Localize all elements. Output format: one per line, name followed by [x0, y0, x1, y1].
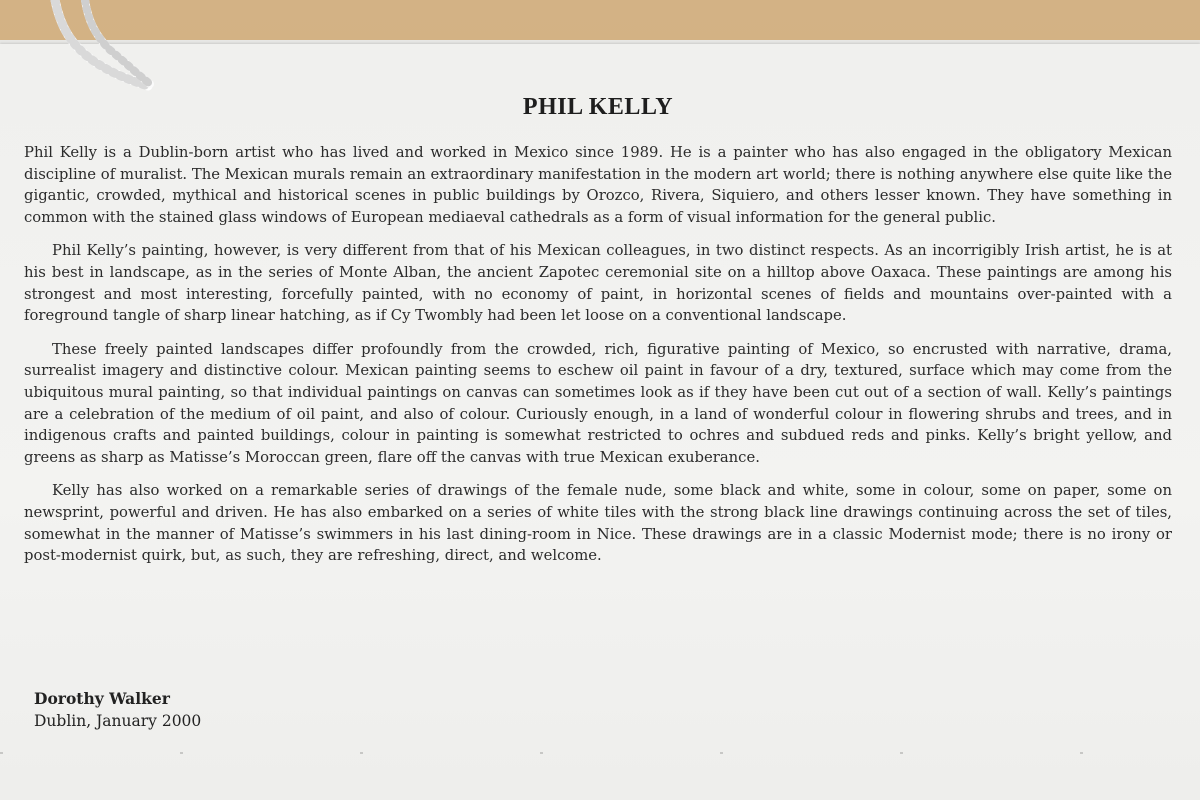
place-date: Dublin, January 2000 — [34, 712, 202, 730]
paper-edge-marks — [0, 752, 1200, 754]
document-title: PHIL KELLY — [522, 94, 674, 120]
hanging-string-icon — [0, 0, 170, 110]
paragraph-3: These freely painted landscapes differ profoundly from the crowded, rich, figurative painting of Mexico, so encrusted with narrative, drama, surrealist imagery and distinctive colour. Mexican painting seems to eschew oil paint in favour of a dry, textured, surface which may come from the ubiquitous mural painting, so that individual paintings on canvas can sometimes look as if they have been cut out of a section of wall. Kelly’s paintings are a celebration of the medium of oil paint, and also of colour. Curiously enough, in a land of wonderful colour in flowering shrubs and trees, and in indigenous crafts and painted buildings, colour in painting is somewhat restricted to ochres and subdued reds and pinks. Kelly’s bright yellow, and greens as sharp as Matisse’s Moroccan green, flare off the canvas with true Mexican exuberance. — [24, 340, 1172, 466]
paragraph-2: Phil Kelly’s painting, however, is very different from that of his Mexican colleagues, in two distinct respects. As an incorrigibly Irish artist, he is at his best in landscape, as in the series of Monte Alban, the ancient Zapotec ceremonial site on a hilltop above Oaxaca. These paintings are among his strongest and most interesting, forcefully painted, with no economy of paint, in horizontal scenes of fields and mountains over-painted with a foreground tangle of sharp linear hatching, as if Cy Twombly had been let loose on a conventional landscape. — [24, 242, 1172, 325]
author-name: Dorothy Walker — [34, 689, 170, 708]
document-body — [24, 92, 1172, 579]
paragraph-4: Kelly has also worked on a remarkable series of drawings of the female nude, some black and white, some in colour, some on paper, some on newsprint, powerful and driven. He has also embarked on a series of white tiles with the strong black line drawings continuing across the set of tiles, somewhat in the manner of Matisse’s swimmers in his last dining-room in Nice. These drawings are in a classic Modernist mode; there is no irony or post-modernist quirk, but, as such, they are refreshing, direct, and welcome. — [24, 482, 1172, 565]
signature-block — [34, 688, 201, 732]
paragraph-1: Phil Kelly is a Dublin-born artist who has lived and worked in Mexico since 1989. He is a painter who has also engaged in the obligatory Mexican discipline of muralist. The Mexican murals remain an extraordinary manifestation in the modern art world; there is nothing anywhere else quite like the gigantic, crowded, mythical and historical scenes in public buildings by Orozco, Rivera, Siquiero, and others lesser known. They have something in common with the stained glass windows of European mediaeval cathedrals as a form of visual information for the general public. — [24, 144, 1172, 226]
